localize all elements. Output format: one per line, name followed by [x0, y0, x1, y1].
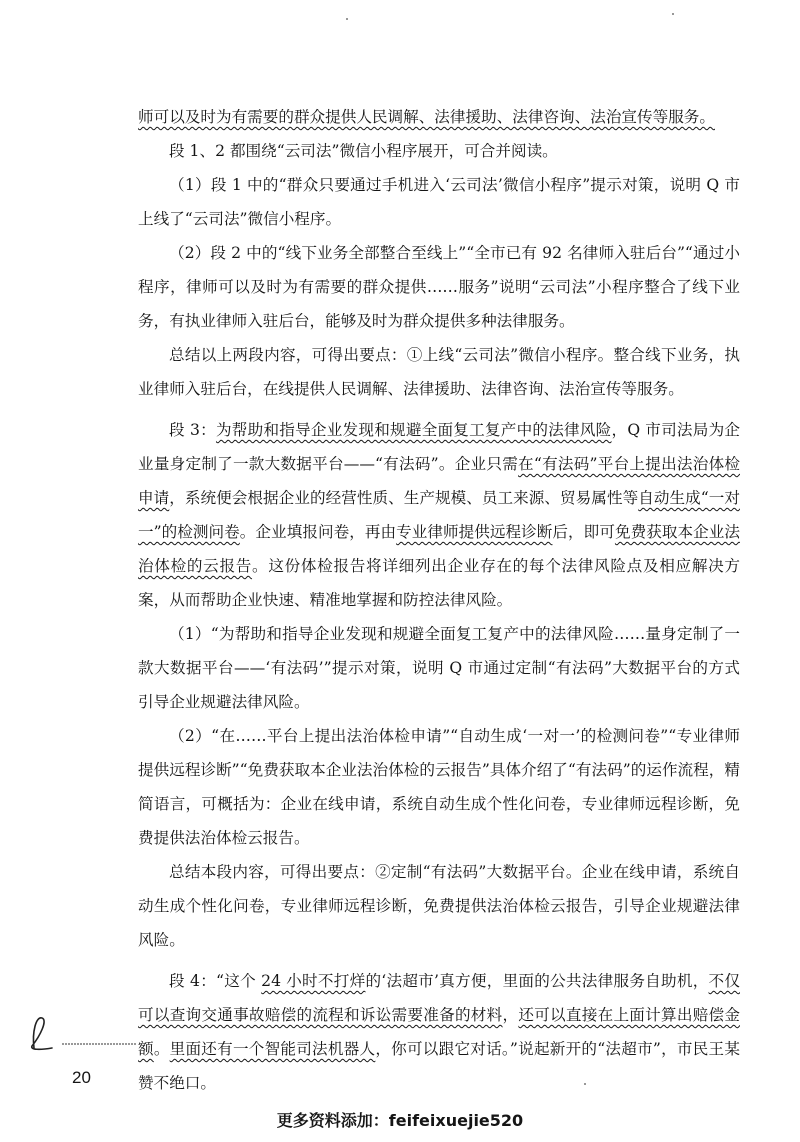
paragraph-p4 — [138, 338, 740, 406]
paragraph-p7 — [138, 719, 740, 855]
underlined-text: 还可以直接在上面计算出赔偿金额 — [138, 1006, 740, 1058]
text-run: 。这份体检报告将详细列出企业存在的每个法律风险点及相应解决方案，从而帮助企业快速、精准地掌握和防控法律风险。 — [138, 557, 740, 609]
scan-speck — [672, 13, 674, 15]
text-run: （1）“为帮助和指导企业发现和规避全面复工复产中的法律风险……量身定制了一款大数据平台——‘有法码’”提示对策，说明 Q 市通过定制“有法码”大数据平台的方式引导企业规避法律风险。 — [138, 625, 740, 711]
text-run: 总结本段内容，可得出要点：②定制“有法码”大数据平台。企业在线申请，系统自动生成个性化问卷，专业律师远程诊断，免费提供法治体检云报告，引导企业规避法律风险。 — [138, 863, 740, 949]
text-run: （2）段 2 中的“线下业务全部整合至线上”“全市已有 92 名律师入驻后台”“通过小程序，律师可以及时为有需要的群众提供……服务”说明“云司法”小程序整合了线下业务，有执业律师入驻后台，能够及时为群众提供多种法律服务。 — [138, 244, 740, 330]
text-run: （2）“在……平台上提出法治体检申请”“自动生成‘一对一’的检测问卷”“专业律师提供远程诊断”“免费获取本企业法治体检的云报告”具体介绍了“有法码”的运作流程，精简语言，可概括为：企业在线申请，系统自动生成个性化问卷，专业律师远程诊断，免费提供法治体检云报告。 — [138, 727, 740, 847]
paragraph-p2 — [138, 168, 740, 236]
body-text — [138, 100, 740, 1100]
underlined-text: 24 小时不打烊 — [261, 972, 366, 990]
paragraph-p8 — [138, 855, 740, 957]
text-run: 。企业填报问卷，再由 — [239, 523, 397, 541]
text-run: 的‘法超市’真方便，里面的公共法律服务自助机， — [365, 972, 709, 990]
text-run: ， — [502, 1006, 519, 1024]
text-run: （1）段 1 中的“群众只要通过手机进入‘云司法’微信小程序”提示对策，说明 Q 市上线了“云司法”微信小程序。 — [138, 176, 740, 228]
text-run: ，Q 市司法局为企业量身定制了一款大数据平台——“有法码”。企业只需 — [138, 421, 740, 473]
paragraph-p6 — [138, 617, 740, 719]
text-run: 段 1、2 都围绕“云司法”微信小程序展开，可合并阅读。 — [169, 142, 558, 160]
scan-speck — [584, 1083, 586, 1085]
text-run: 段 3： — [169, 421, 216, 439]
paragraph-p9 — [138, 964, 740, 1100]
text-run: 段 4：“这个 — [169, 972, 262, 990]
underlined-text: 在“有法码”平台上提出法治体检申请 — [138, 455, 740, 507]
underlined-text: 免费获取本企业法治体检的云报告 — [138, 523, 740, 575]
footer-note: 更多资料添加：feifeixuejie520 — [276, 1111, 524, 1130]
underlined-text: 师可以及时为有需要的群众提供人民调解、法律援助、法律咨询、法治宣传等服务。 — [138, 108, 715, 126]
underlined-text: 专业律师提供远程诊断 — [396, 523, 553, 541]
text-run: ，你可以跟它对话。”说起新开的“法超市”，市民王某赞不绝口。 — [138, 1040, 740, 1092]
paragraph-p0 — [138, 100, 740, 134]
page-number: 20 — [72, 1068, 91, 1087]
underlined-text: 里面还有一个智能司法机器人 — [169, 1040, 376, 1058]
text-run: 后，即可 — [552, 523, 615, 541]
handwritten-mark — [18, 1008, 148, 1060]
text-run: 总结以上两段内容，可得出要点：①上线“云司法”微信小程序。整合线下业务，执业律师入驻后台，在线提供人民调解、法律援助、法律咨询、法治宣传等服务。 — [138, 346, 740, 398]
scan-speck — [346, 18, 348, 20]
paragraph-p1 — [138, 134, 740, 168]
paragraph-p5 — [138, 413, 740, 617]
text-run: 。 — [153, 1040, 170, 1058]
underlined-text: 不仅可以查询交通事故赔偿的流程和诉讼需要准备的材料 — [138, 972, 740, 1024]
underlined-text: 自动生成“一对一”的检测问卷 — [138, 489, 740, 541]
underlined-text: 为帮助和指导企业发现和规避全面复工复产中的法律风险 — [215, 421, 612, 439]
text-run: ，系统便会根据企业的经营性质、生产规模、员工来源、贸易属性等 — [169, 489, 639, 507]
paragraph-p3 — [138, 236, 740, 338]
